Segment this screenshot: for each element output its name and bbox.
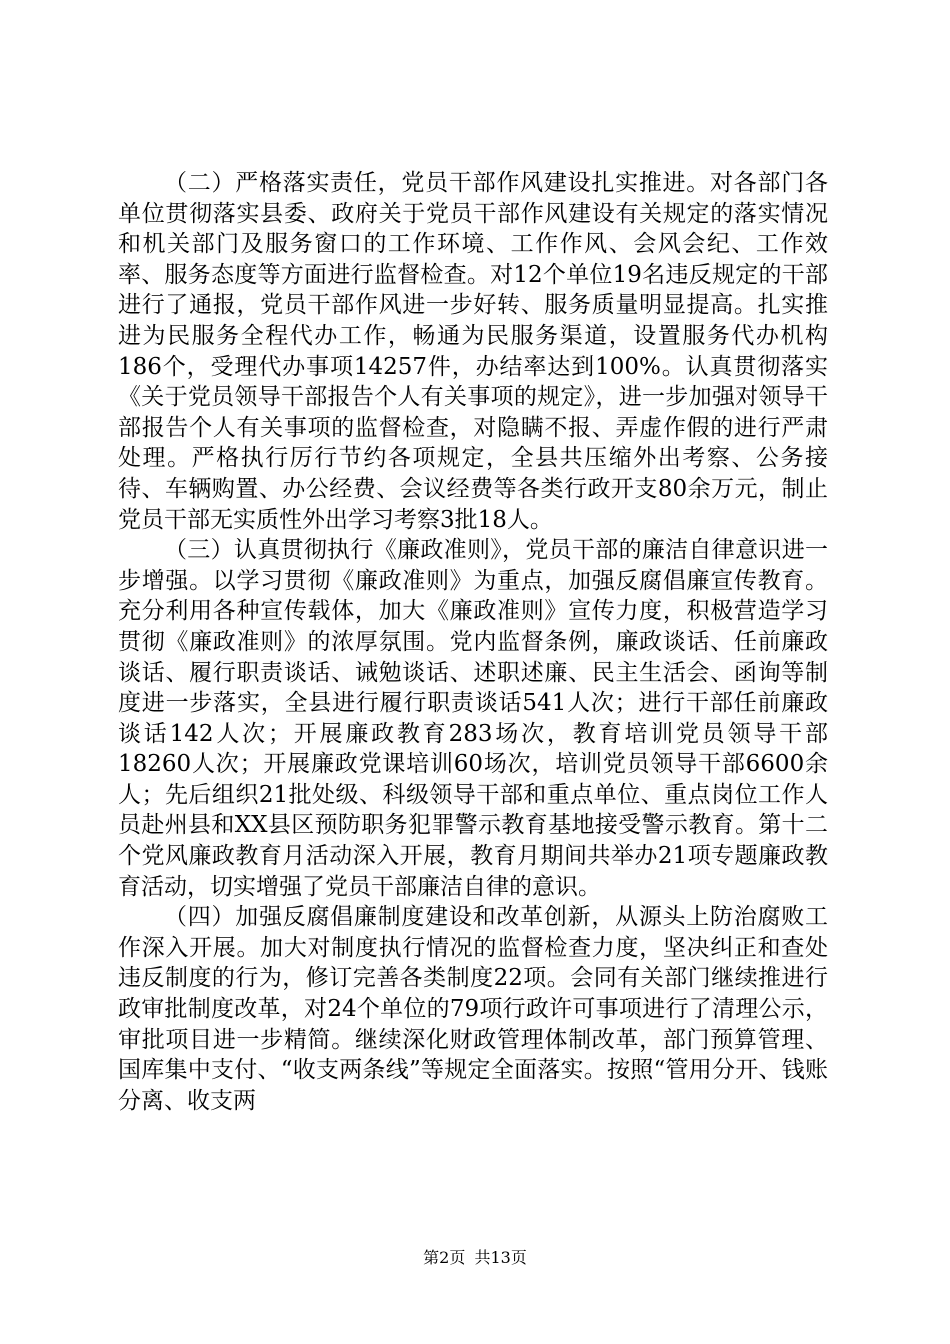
paragraph-section-4: （四）加强反腐倡廉制度建设和改革创新，从源头上防治腐败工作深入开展。加大对制度执行情况的监督检查力度，坚决纠正和查处违反制度的行为，修订完善各类制度22项。会同有关部门继续推进行政审批制度改革，对24个单位的79项行政许可事项进行了清理公示，审批项目进一步精简。继续深化财政管理体制改革，部门预算管理、国库集中支付、“收支两条线”等规定全面落实。按照“管用分开、钱账分离、收支两 <box>118 904 828 1114</box>
paragraph-section-3: （三）认真贯彻执行《廉政准则》，党员干部的廉洁自律意识进一步增强。以学习贯彻《廉政准则》为重点，加强反腐倡廉宣传教育。充分利用各种宣传载体，加大《廉政准则》宣传力度，积极营造学习贯彻《廉政准则》的浓厚氛围。党内监督条例，廉政谈话、任前廉政谈话、履行职责谈话、诫勉谈话、述职述廉、民主生活会、函询等制度进一步落实，全县进行履行职责谈话541人次；进行干部任前廉政谈话142人次；开展廉政教育283场次，教育培训党员领导干部18260人次；开展廉政党课培训60场次，培训党员领导干部6600余人；先后组织21批处级、科级领导干部和重点单位、重点岗位工作人员赴州县和XX县区预防职务犯罪警示教育基地接受警示教育。第十二个党风廉政教育月活动深入开展，教育月期间共举办21项专题廉政教育活动，切实增强了党员干部廉洁自律的意识。 <box>118 537 828 900</box>
paragraph-section-2: （二）严格落实责任，党员干部作风建设扎实推进。对各部门各单位贯彻落实县委、政府关于党员干部作风建设有关规定的落实情况和机关部门及服务窗口的工作环境、工作作风、会风会纪、工作效率、服务态度等方面进行监督检查。对12个单位19名违反规定的干部进行了通报，党员干部作风进一步好转、服务质量明显提高。扎实推进为民服务全程代办工作，畅通为民服务渠道，设置服务代办机构186个，受理代办事项14257件，办结率达到100%。认真贯彻落实《关于党员领导干部报告个人有关事项的规定》，进一步加强对领导干部报告个人有关事项的监督检查，对隐瞒不报、弄虚作假的进行严肃处理。严格执行厉行节约各项规定，全县共压缩外出考察、公务接待、车辆购置、办公经费、会议经费等各类行政开支80余万元，制止党员干部无实质性外出学习考察3批18人。 <box>118 170 828 533</box>
document-body <box>118 168 828 1116</box>
page-footer <box>0 1245 950 1268</box>
page-number: 第2页 <box>423 1248 466 1267</box>
page-total: 共13页 <box>474 1248 527 1267</box>
